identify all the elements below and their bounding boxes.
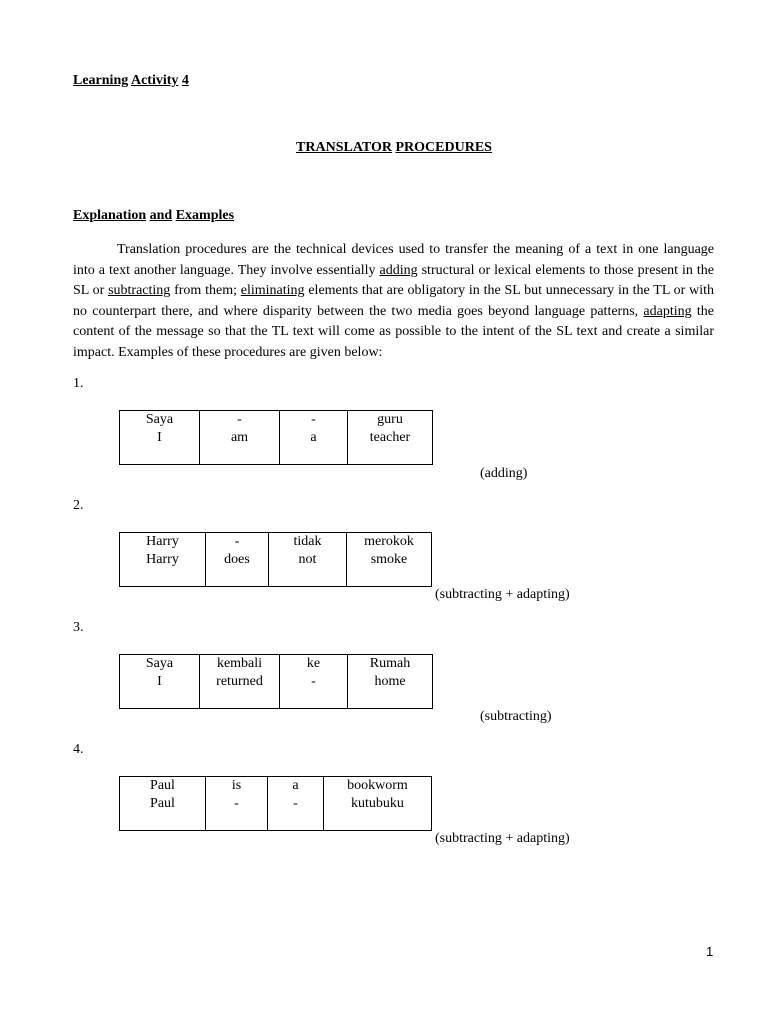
table-cell: is -	[206, 777, 268, 831]
table-cell: Saya I	[120, 411, 200, 465]
table-cell: a -	[268, 777, 324, 831]
table-cell: tidak not	[269, 533, 347, 587]
section-heading	[73, 208, 234, 224]
keyword-eliminating: eliminating	[240, 283, 305, 298]
example-number: 2.	[73, 498, 84, 513]
example-number: 1.	[73, 376, 84, 391]
title-word: TRANSLATOR	[296, 140, 392, 155]
table-cell: ke -	[280, 655, 348, 709]
procedure-label: (adding)	[480, 466, 528, 481]
example-table	[119, 532, 432, 587]
example-table	[119, 654, 433, 709]
procedure-label: (subtracting + adapting)	[435, 831, 570, 846]
heading-word: Activity	[130, 73, 179, 88]
subheading-word: and	[149, 208, 173, 223]
document-title	[0, 140, 768, 156]
table-cell: Rumah home	[348, 655, 433, 709]
title-word: PROCEDURES	[395, 140, 492, 155]
table-cell: guru teacher	[348, 411, 433, 465]
table-row	[120, 655, 433, 709]
table-row	[120, 533, 432, 587]
keyword-subtracting: subtracting	[108, 283, 171, 298]
explanation-paragraph	[73, 240, 714, 363]
procedure-label: (subtracting)	[480, 709, 552, 724]
subheading-word: Explanation	[73, 208, 147, 223]
heading-word: 4	[181, 73, 189, 88]
keyword-adding: adding	[379, 262, 418, 278]
table-cell: Saya I	[120, 655, 200, 709]
page-number: 1	[706, 944, 714, 959]
table-cell: Paul Paul	[120, 777, 206, 831]
table-cell: bookworm kutubuku	[324, 777, 432, 831]
keyword-adapting: adapting	[643, 303, 692, 319]
paragraph-text: the content of the message so that the TL text will come as possible to the intent of the SL text and create a similar impact. Examples of these procedures are given below:	[73, 303, 715, 360]
paragraph-text: elements that are obligatory in the SL but unnecessary in the TL or with no counterpart there, and where disparity between the two media goes beyond language patterns,	[73, 283, 715, 319]
example-number: 4.	[73, 742, 84, 757]
paragraph-text: Translation procedures are the technical devices used to transfer the meaning of a text in one language into a text another language. They involve essentially	[73, 242, 714, 278]
table-row	[120, 411, 433, 465]
paragraph-text: structural or lexical elements to those present in the SL or	[73, 262, 714, 298]
table-cell: - am	[200, 411, 280, 465]
table-row	[120, 777, 432, 831]
table-cell: - does	[206, 533, 269, 587]
heading-word: Learning	[73, 73, 129, 88]
procedure-label: (subtracting + adapting)	[435, 587, 570, 602]
paragraph-text: from them;	[170, 283, 241, 298]
example-table	[119, 776, 432, 831]
table-cell: merokok smoke	[347, 533, 432, 587]
example-number: 3.	[73, 620, 84, 635]
table-cell: kembali returned	[200, 655, 280, 709]
subheading-word: Examples	[175, 208, 235, 223]
activity-heading	[73, 73, 189, 89]
table-cell: - a	[280, 411, 348, 465]
example-table	[119, 410, 433, 465]
table-cell: Harry Harry	[120, 533, 206, 587]
